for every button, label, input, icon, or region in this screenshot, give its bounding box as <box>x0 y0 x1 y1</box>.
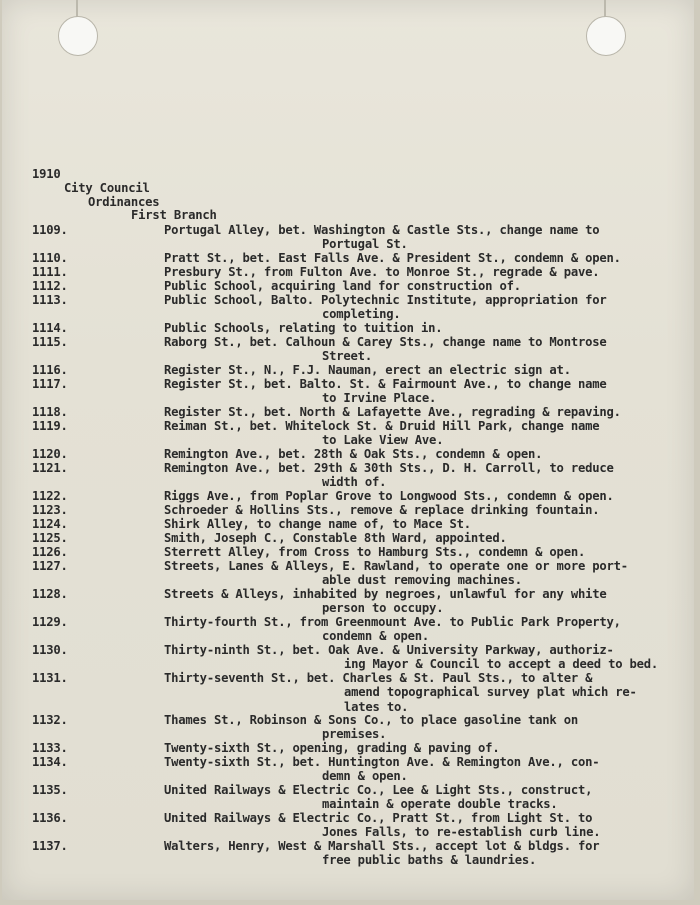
entry-description <box>164 741 499 755</box>
entry-description <box>164 713 578 742</box>
entry-description <box>164 811 600 840</box>
entry-description <box>164 363 571 377</box>
entry-number: 1110. <box>32 251 68 265</box>
entry-line-2: ing Mayor & Council to accept a deed to bed. <box>344 657 659 672</box>
entry-number: 1109. <box>32 223 68 237</box>
entry-number: 1136. <box>32 811 68 825</box>
entry-description <box>164 279 521 293</box>
entry-description <box>164 321 442 335</box>
entry-line-1: Shirk Alley, to change name of, to Mace St. <box>164 517 471 531</box>
entry-number: 1117. <box>32 377 68 391</box>
entry-line-1: Remington Ave., bet. 28th & Oak Sts., condemn & open. <box>164 447 543 461</box>
entry-description <box>164 783 592 812</box>
entry-description <box>164 265 599 279</box>
entry-number: 1121. <box>32 461 68 475</box>
entry-number: 1129. <box>32 615 68 629</box>
entry-description <box>164 671 637 714</box>
entry-number: 1114. <box>32 321 68 335</box>
entry-number: 1134. <box>32 755 68 769</box>
entry-description <box>164 839 599 868</box>
entry-line-1: Reiman St., bet. Whitelock St. & Druid Hill Park, change name <box>164 419 600 433</box>
entry-line-1: Remington Ave., bet. 29th & 30th Sts., D. H. Carroll, to reduce <box>164 461 614 475</box>
entry-description <box>164 503 599 517</box>
entry-line-2: premises. <box>322 727 387 742</box>
entry-line-3: lates to. <box>344 699 409 714</box>
entry-line-1: Raborg St., bet. Calhoun & Carey Sts., change name to Montrose <box>164 335 607 349</box>
entry-line-1: United Railways & Electric Co., Pratt St., from Light St. to <box>164 811 593 825</box>
entry-line-2: free public baths & laundries. <box>322 853 537 868</box>
entry-line-1: Schroeder & Hollins Sts., remove & replace drinking fountain. <box>164 503 600 517</box>
entry-line-1: Pratt St., bet. East Falls Ave. & President St., condemn & open. <box>164 251 621 265</box>
entry-line-2: Portugal St. <box>322 237 408 252</box>
entry-line-1: Sterrett Alley, from Cross to Hamburg Sts., condemn & open. <box>164 545 586 559</box>
entry-line-2: Street. <box>322 349 372 364</box>
entry-line-2: Jones Falls, to re-establish curb line. <box>322 825 601 840</box>
type-heading: Ordinances <box>88 195 160 209</box>
entry-number: 1126. <box>32 545 68 559</box>
entry-line-2: demn & open. <box>322 769 408 784</box>
entry-line-2: condemn & open. <box>322 629 430 644</box>
entry-description <box>164 419 599 448</box>
entry-line-1: Public School, acquiring land for construction of. <box>164 279 521 293</box>
entry-description <box>164 531 507 545</box>
entry-line-2: to Irvine Place. <box>322 391 437 406</box>
entry-description <box>164 377 607 406</box>
entry-line-1: Thirty-fourth St., from Greenmount Ave. to Public Park Property, <box>164 615 621 629</box>
entry-description <box>164 489 614 503</box>
entry-line-1: Riggs Ave., from Poplar Grove to Longwood Sts., condemn & open. <box>164 489 614 503</box>
entry-number: 1112. <box>32 279 68 293</box>
entry-number: 1128. <box>32 587 68 601</box>
entry-line-1: Streets, Lanes & Alleys, E. Rawland, to operate one or more port- <box>164 559 628 573</box>
entry-number: 1113. <box>32 293 68 307</box>
body-heading: City Council <box>64 181 150 195</box>
entry-description <box>164 405 621 419</box>
entry-number: 1131. <box>32 671 68 685</box>
entry-description <box>164 545 585 559</box>
entry-line-1: Twenty-sixth St., opening, grading & paving of. <box>164 741 500 755</box>
entry-number: 1120. <box>32 447 68 461</box>
entry-line-1: Register St., bet. Balto. St. & Fairmount Ave., to change name <box>164 377 607 391</box>
entry-number: 1123. <box>32 503 68 517</box>
entry-line-2: width of. <box>322 475 387 490</box>
entry-number: 1125. <box>32 531 68 545</box>
entry-description <box>164 251 621 265</box>
entry-description <box>164 615 621 644</box>
entry-description <box>164 447 542 461</box>
entry-description <box>164 643 658 672</box>
entry-number: 1115. <box>32 335 68 349</box>
branch-heading: First Branch <box>131 208 217 222</box>
entry-line-2: completing. <box>322 307 401 322</box>
entry-line-2: maintain & operate double tracks. <box>322 797 558 812</box>
entry-description <box>164 293 607 322</box>
entry-line-2: amend topographical survey plat which re- <box>344 685 637 700</box>
entry-number: 1118. <box>32 405 68 419</box>
entry-line-1: Portugal Alley, bet. Washington & Castle Sts., change name to <box>164 223 600 237</box>
entry-line-2: person to occupy. <box>322 601 444 616</box>
entry-line-1: Walters, Henry, West & Marshall Sts., accept lot & bldgs. for <box>164 839 600 853</box>
entry-description <box>164 755 599 784</box>
entry-line-1: Register St., bet. North & Lafayette Ave., regrading & repaving. <box>164 405 621 419</box>
entry-number: 1133. <box>32 741 68 755</box>
entry-line-1: Public School, Balto. Polytechnic Institute, appropriation for <box>164 293 607 307</box>
entry-number: 1127. <box>32 559 68 573</box>
entry-number: 1122. <box>32 489 68 503</box>
entry-number: 1132. <box>32 713 68 727</box>
entry-line-1: Public Schools, relating to tuition in. <box>164 321 443 335</box>
entry-line-1: Thirty-seventh St., bet. Charles & St. Paul Sts., to alter & <box>164 671 593 685</box>
entry-description <box>164 461 614 490</box>
entry-line-1: Streets & Alleys, inhabited by negroes, unlawful for any white <box>164 587 607 601</box>
entry-line-2: able dust removing machines. <box>322 573 522 588</box>
entry-number: 1116. <box>32 363 68 377</box>
entry-number: 1124. <box>32 517 68 531</box>
entry-number: 1135. <box>32 783 68 797</box>
entry-line-1: Twenty-sixth St., bet. Huntington Ave. & Remington Ave., con- <box>164 755 600 769</box>
entry-number: 1111. <box>32 265 68 279</box>
entry-line-1: Thirty-ninth St., bet. Oak Ave. & University Parkway, authoriz- <box>164 643 614 657</box>
entry-line-2: to Lake View Ave. <box>322 433 444 448</box>
entry-description <box>164 587 607 616</box>
entry-description <box>164 335 607 364</box>
entry-description <box>164 559 628 588</box>
entry-description <box>164 517 471 531</box>
entry-description <box>164 223 599 252</box>
entry-number: 1119. <box>32 419 68 433</box>
entry-line-1: Presbury St., from Fulton Ave. to Monroe St., regrade & pave. <box>164 265 600 279</box>
entry-number: 1130. <box>32 643 68 657</box>
entry-line-1: Thames St., Robinson & Sons Co., to place gasoline tank on <box>164 713 578 727</box>
entry-line-1: Smith, Joseph C., Constable 8th Ward, appointed. <box>164 531 507 545</box>
entry-line-1: United Railways & Electric Co., Lee & Light Sts., construct, <box>164 783 593 797</box>
year-heading: 1910 <box>32 167 61 181</box>
entry-line-1: Register St., N., F.J. Nauman, erect an electric sign at. <box>164 363 571 377</box>
entry-number: 1137. <box>32 839 68 853</box>
